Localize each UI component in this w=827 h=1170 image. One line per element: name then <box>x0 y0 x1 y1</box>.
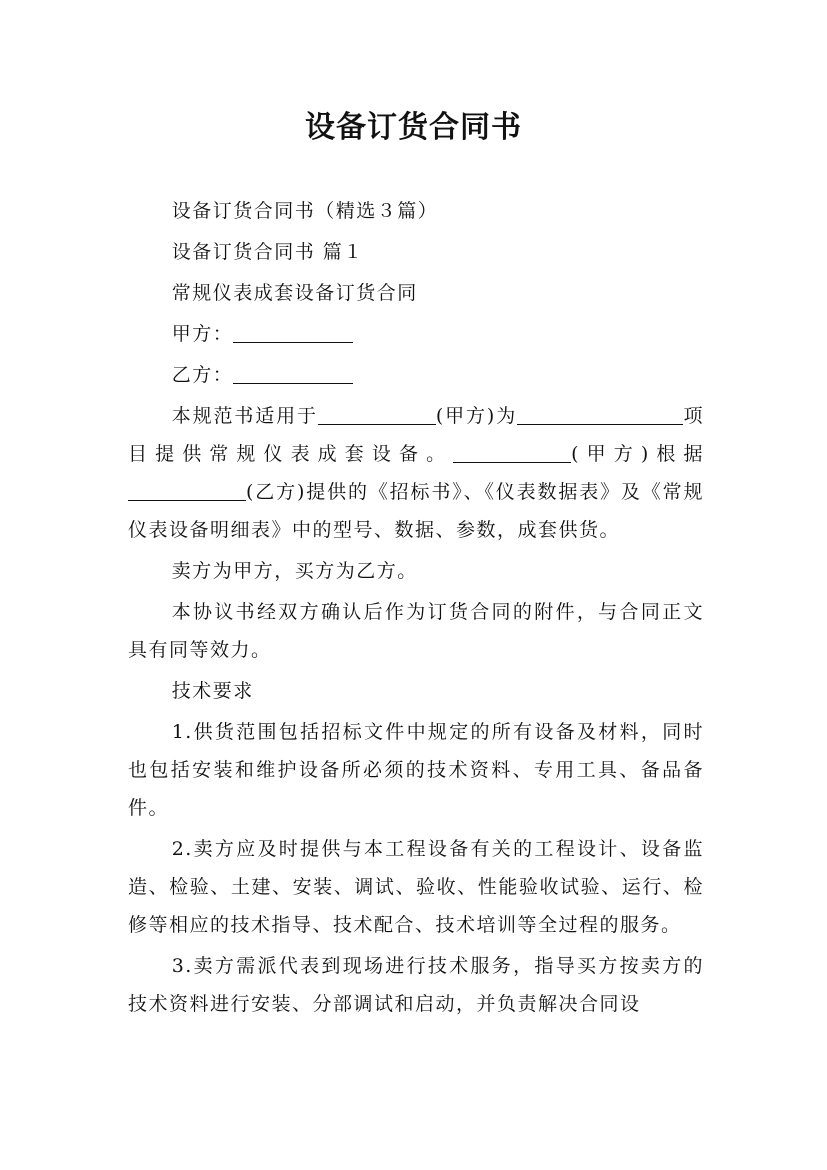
paragraph-item-3: 3.卖方需派代表到现场进行技术服务，指导买方按卖方的技术资料进行安装、分部调试和启动，并负责解决合同设 <box>128 955 704 1015</box>
paragraph-section-heading: 设备订货合同书 篇１ <box>171 241 364 263</box>
party-b-line <box>128 356 704 394</box>
paragraph-contract-name: 常规仪表成套设备订货合同 <box>171 282 418 304</box>
scope-text-e: (乙方)提供的《招标书》、《仪表数据表》及《常规仪表设备明细表》中的型号、数据、参数，成套供货。 <box>128 481 704 541</box>
scope-blank-2 <box>517 402 683 425</box>
party-b-label: 乙方： <box>171 364 234 386</box>
scope-blank-1 <box>318 402 436 425</box>
party-a-blank <box>233 320 353 343</box>
party-a-label: 甲方： <box>171 323 234 345</box>
document-body <box>128 192 704 1026</box>
scope-text-a: 本规范书适用于 <box>171 405 318 427</box>
party-a-line <box>128 315 704 353</box>
party-b-blank <box>233 361 353 384</box>
scope-text-b: (甲方)为 <box>435 405 518 427</box>
scope-text-c: 项目提供常规仪表成套设备。 <box>128 405 704 465</box>
paragraph-validity: 本协议书经双方确认后作为订货合同的附件，与合同正文具有同等效力。 <box>128 601 704 661</box>
document-title: 设备订货合同书 <box>305 110 522 145</box>
paragraph-tech-heading: 技术要求 <box>171 680 254 702</box>
scope-blank-4 <box>128 478 246 501</box>
paragraph-parties: 卖方为甲方，买方为乙方。 <box>171 560 418 582</box>
paragraph-subtitle: 设备订货合同书（精选３篇） <box>171 200 439 222</box>
paragraph-item-1: 1.供货范围包括招标文件中规定的所有设备及材料，同时也包括安装和维护设备所必须的技术资料、专用工具、备品备件。 <box>128 721 704 819</box>
scope-blank-3 <box>453 440 571 463</box>
paragraph-scope <box>128 397 704 549</box>
scope-text-d: (甲方)根据 <box>571 443 704 465</box>
paragraph-item-2: 2.卖方应及时提供与本工程设备有关的工程设计、设备监造、检验、土建、安装、调试、验收、性能验收试验、运行、检修等相应的技术指导、技术配合、技术培训等全过程的服务。 <box>128 838 704 936</box>
